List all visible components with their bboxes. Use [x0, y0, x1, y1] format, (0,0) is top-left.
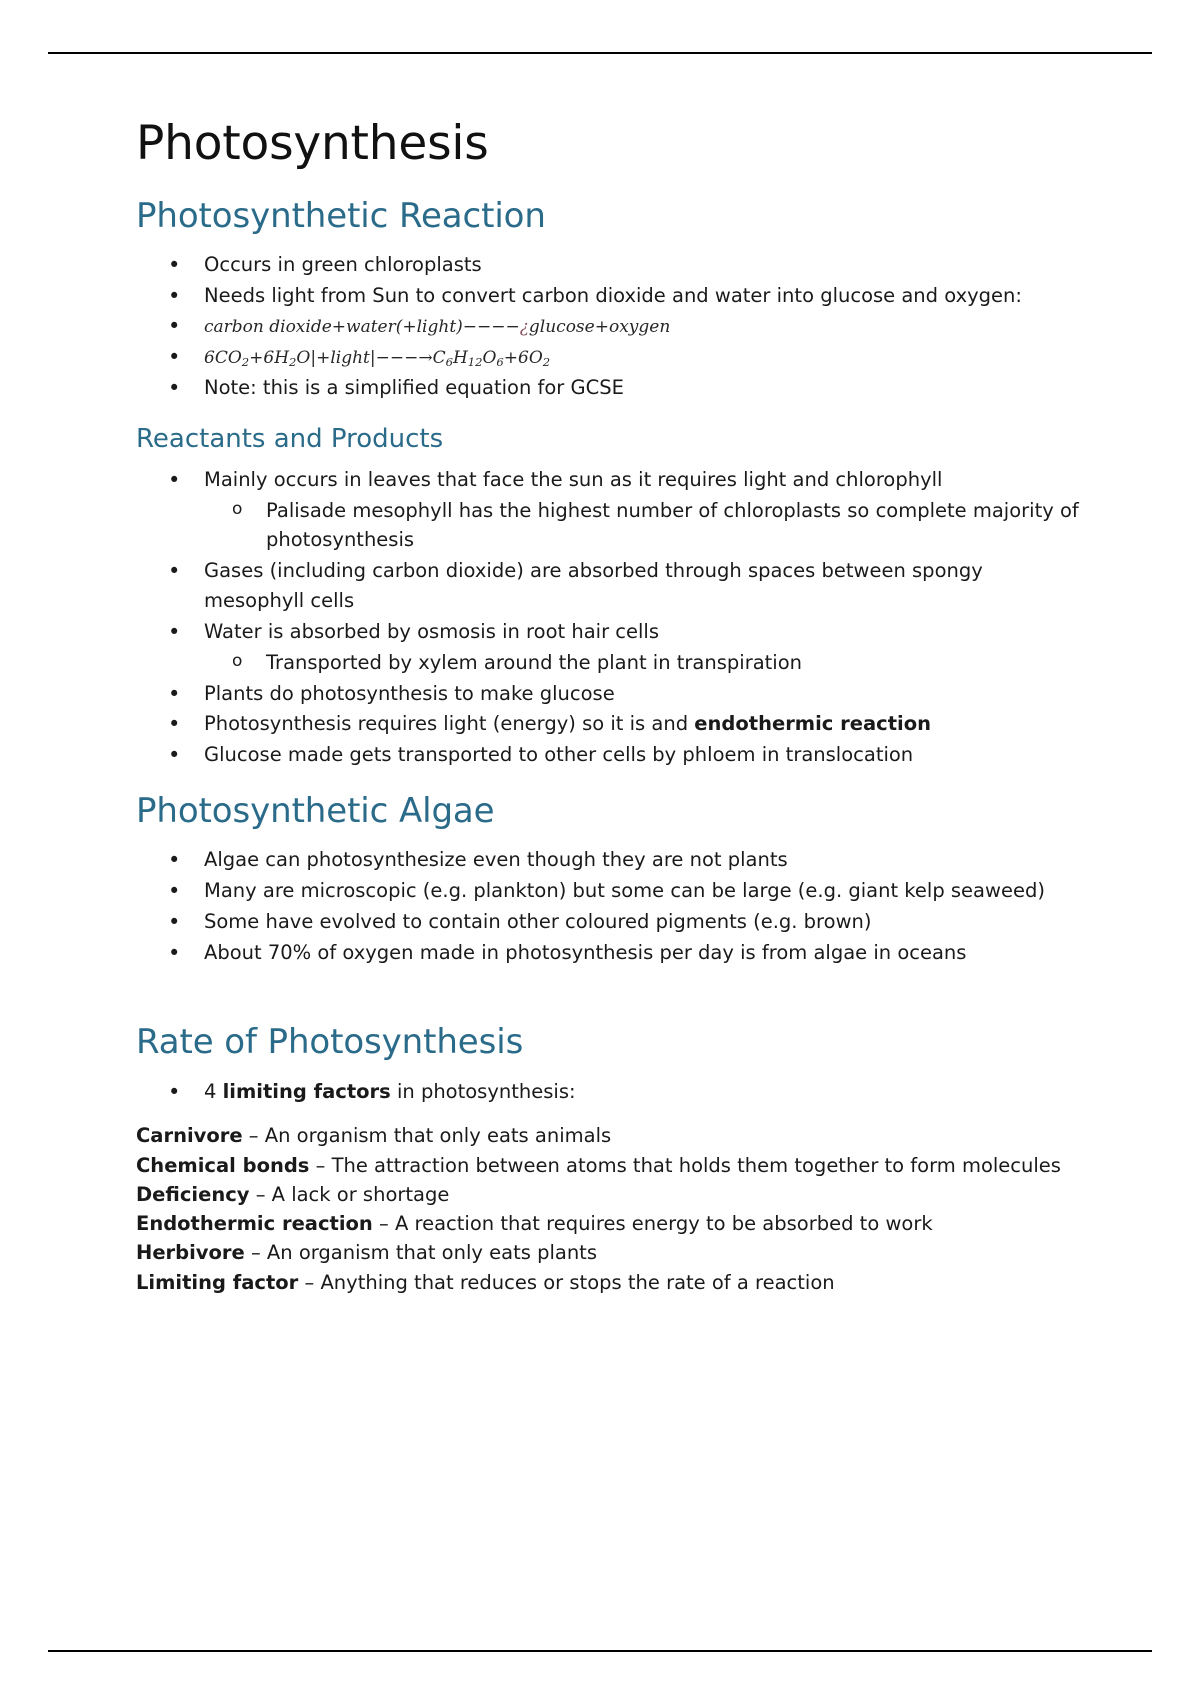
list-item: • Water is absorbed by osmosis in root hair cells [136, 617, 1080, 647]
list-item-endothermic [136, 709, 1080, 739]
list-item-limiting-factors [136, 1077, 1080, 1107]
glossary-definition: The attraction between atoms that holds them together to form molecules [331, 1153, 1061, 1177]
list-item-text-pre: Photosynthesis requires light (energy) so it is and [204, 712, 695, 736]
section-photosynthetic-algae [136, 792, 1080, 967]
glossary-dash: – [244, 1241, 267, 1265]
glossary-term: Chemical bonds [136, 1153, 310, 1177]
sub-list-wrapper [136, 648, 1080, 678]
list-item-text-bold: endothermic reaction [694, 712, 932, 736]
glossary-term: Limiting factor [136, 1270, 299, 1294]
section-photosynthetic-reaction [136, 197, 1080, 403]
bullet-list-algae [136, 845, 1080, 967]
list-item: • Algae can photosynthesize even though they are not plants [136, 845, 1080, 875]
symbol-equation: $6CO_2+6H_2O|+light|---\to C_6H_{12}O_6+6O_2$ [204, 348, 551, 370]
glossary-definition: An organism that only eats plants [266, 1241, 597, 1265]
sub-list-item: o Transported by xylem around the plant in transpiration [204, 648, 1080, 678]
list-item-symbol-equation [136, 342, 1080, 372]
glossary-entry [136, 1210, 1080, 1238]
section-heading-photosynthetic-reaction: Photosynthetic Reaction [136, 195, 546, 236]
footer-rule [48, 1650, 1152, 1652]
list-item-text-pre: 4 [204, 1079, 223, 1103]
glossary-entry [136, 1181, 1080, 1209]
glossary-definition: Anything that reduces or stops the rate of a reaction [320, 1270, 835, 1294]
glossary-entry [136, 1269, 1080, 1297]
section-rate-of-photosynthesis [136, 1023, 1080, 1106]
section-reactants-and-products [136, 425, 1080, 770]
list-item: • Some have evolved to contain other coloured pigments (e.g. brown) [136, 907, 1080, 937]
glossary-dash: – [249, 1182, 272, 1206]
glossary-term: Herbivore [136, 1241, 245, 1265]
glossary-definition: A lack or shortage [271, 1182, 450, 1206]
list-item-text-post: in photosynthesis: [390, 1079, 576, 1103]
subsection-heading-reactants-and-products: Reactants and Products [136, 423, 444, 454]
list-item: • Note: this is a simplified equation for GCSE [136, 373, 1080, 403]
glossary-entry [136, 1152, 1080, 1180]
glossary-entry [136, 1122, 1080, 1150]
glossary-term: Endothermic reaction [136, 1212, 373, 1236]
list-item: • Plants do photosynthesis to make glucose [136, 679, 1080, 709]
document-content [136, 118, 1080, 1298]
sub-list-wrapper [136, 496, 1080, 556]
list-item-word-equation [136, 311, 1080, 341]
glossary-dash: – [298, 1270, 321, 1294]
glossary-entry [136, 1239, 1080, 1267]
glossary-term: Carnivore [136, 1124, 243, 1148]
list-item: • Gases (including carbon dioxide) are absorbed through spaces between spongy mesophyll cells [136, 556, 1080, 616]
glossary-dash: – [242, 1124, 265, 1148]
glossary-dash: – [309, 1153, 332, 1177]
glossary-definition: An organism that only eats animals [264, 1124, 612, 1148]
glossary-list [136, 1122, 1080, 1297]
sub-bullet-list [204, 648, 1080, 678]
list-item: • Many are microscopic (e.g. plankton) but some can be large (e.g. giant kelp seaweed) [136, 876, 1080, 906]
glossary-definition: A reaction that requires energy to be absorbed to work [394, 1212, 933, 1236]
word-equation: carbon dioxide+water(+light)−−−−¿glucose+oxygen [204, 317, 671, 338]
header-rule [48, 52, 1152, 54]
sub-bullet-list [204, 496, 1080, 556]
list-item: • Mainly occurs in leaves that face the sun as it requires light and chlorophyll [136, 465, 1080, 495]
list-item: • Occurs in green chloroplasts [136, 250, 1080, 280]
section-heading-rate-of-photosynthesis: Rate of Photosynthesis [136, 1022, 524, 1063]
list-item: • Needs light from Sun to convert carbon dioxide and water into glucose and oxygen: [136, 281, 1080, 311]
bullet-list-rate [136, 1077, 1080, 1107]
list-item: • About 70% of oxygen made in photosynthesis per day is from algae in oceans [136, 938, 1080, 968]
bullet-list-reactants-and-products [136, 465, 1080, 770]
sub-list-item: o Palisade mesophyll has the highest number of chloroplasts so complete majority of photosynthesis [204, 496, 1080, 556]
glossary-term: Deficiency [136, 1182, 250, 1206]
list-item: • Glucose made gets transported to other cells by phloem in translocation [136, 740, 1080, 770]
page-title: Photosynthesis [136, 116, 489, 171]
bullet-list-photosynthetic-reaction [136, 250, 1080, 403]
section-heading-photosynthetic-algae: Photosynthetic Algae [136, 791, 495, 832]
glossary-dash: – [372, 1212, 395, 1236]
list-item-text-bold: limiting factors [222, 1079, 391, 1103]
